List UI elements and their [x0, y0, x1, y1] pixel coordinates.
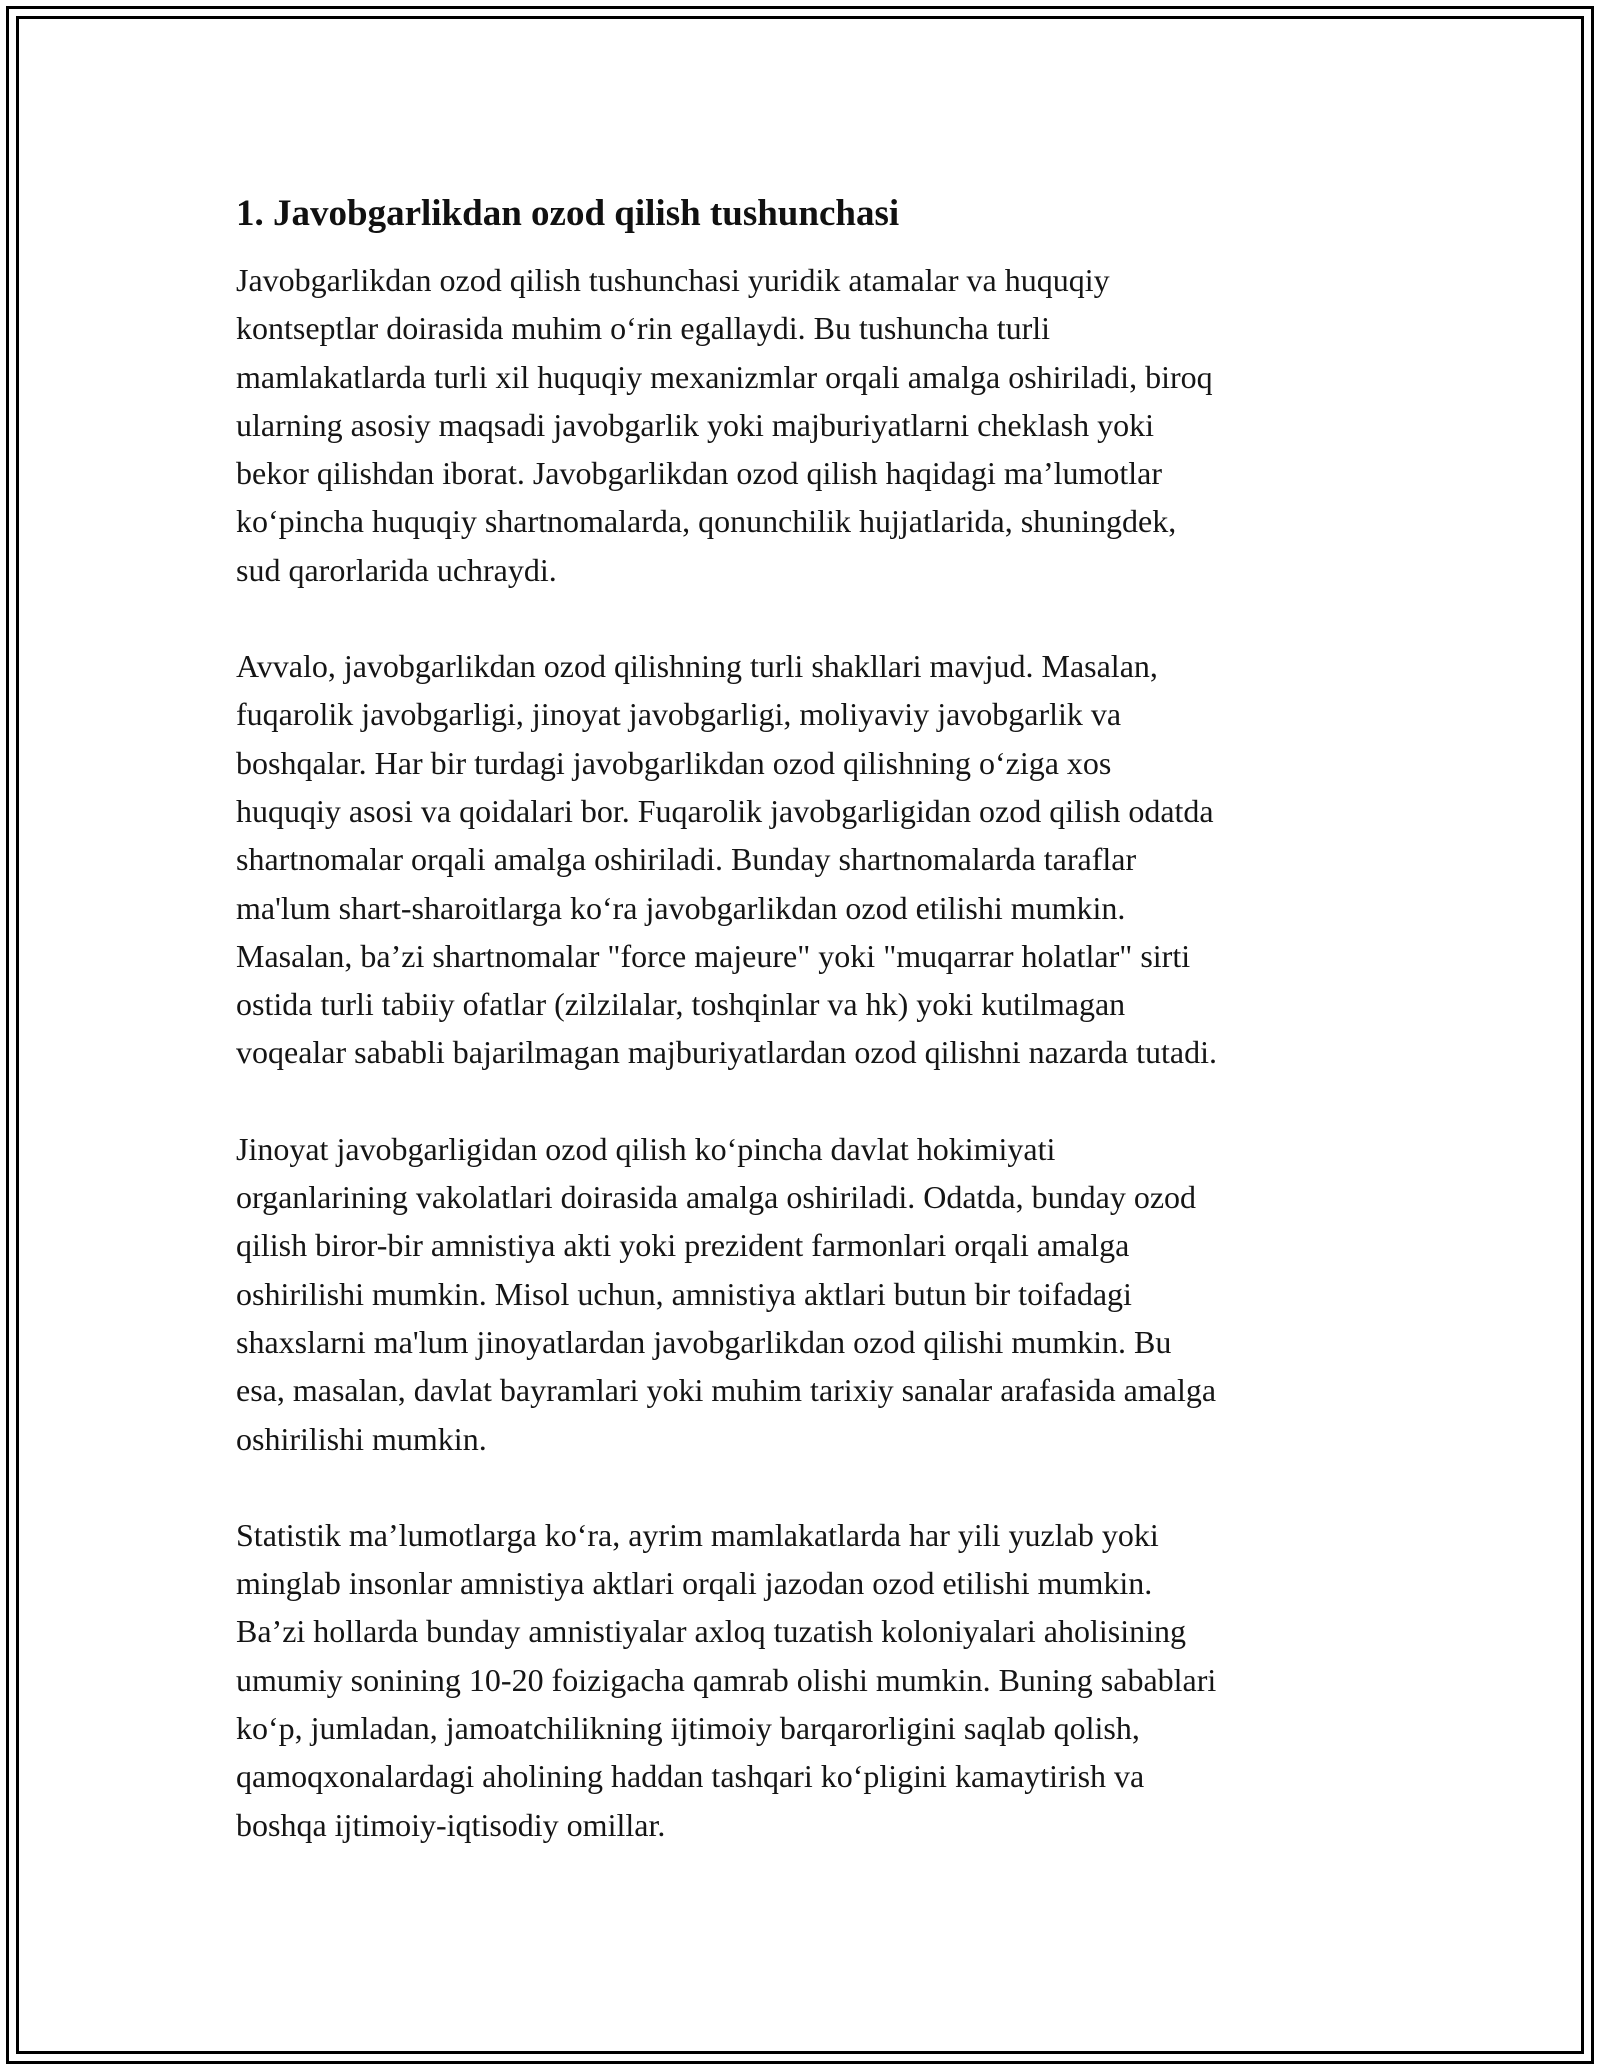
paragraph-line: ko‘p, jumladan, jamoatchilikning ijtimoiy barqarorligini saqlab qolish, — [236, 1710, 1140, 1747]
paragraph-1 — [236, 256, 1366, 594]
paragraph-line: Avvalo, javobgarlikdan ozod qilishning turli shakllari mavjud. Masalan, — [236, 648, 1158, 685]
paragraph-line: oshirilishi mumkin. — [236, 1420, 487, 1457]
paragraph-line: organlarining vakolatlari doirasida amalga oshiriladi. Odatda, bunday ozod — [236, 1179, 1197, 1216]
paragraph-line: ma'lum shart-sharoitlarga ko‘ra javobgarlikdan ozod etilishi mumkin. — [236, 889, 1126, 926]
paragraph-line: mamlakatlarda turli xil huquqiy mexanizmlar orqali amalga oshiriladi, biroq — [236, 358, 1213, 395]
paragraph-line: Ba’zi hollarda bunday amnistiyalar axloq tuzatish koloniyalari aholisining — [236, 1613, 1186, 1650]
paragraph-3 — [236, 1125, 1366, 1463]
paragraph-line: sud qarorlarida uchraydi. — [236, 551, 557, 588]
paragraph-line: minglab insonlar amnistiya aktlari orqali jazodan ozod etilishi mumkin. — [236, 1565, 1153, 1602]
paragraph-line: ko‘pincha huquqiy shartnomalarda, qonunchilik hujjatlarida, shuningdek, — [236, 503, 1177, 540]
paragraph-line: huquqiy asosi va qoidalari bor. Fuqarolik javobgarligidan ozod qilish odatda — [236, 792, 1214, 829]
paragraph-4 — [236, 1511, 1366, 1849]
document-body — [236, 190, 1366, 1897]
paragraph-line: oshirilishi mumkin. Misol uchun, amnistiya aktlari butun bir toifadagi — [236, 1275, 1132, 1312]
paragraph-2 — [236, 642, 1366, 1077]
paragraph-line: shaxslarni ma'lum jinoyatlardan javobgarlikdan ozod qilishi mumkin. Bu — [236, 1323, 1172, 1360]
paragraph-line: kontseptlar doirasida muhim o‘rin egallaydi. Bu tushuncha turli — [236, 310, 1051, 347]
paragraph-line: Statistik ma’lumotlarga ko‘ra, ayrim mamlakatlarda har yili yuzlab yoki — [236, 1516, 1159, 1553]
paragraph-line: ostida turli tabiiy ofatlar (zilzilalar, toshqinlar va hk) yoki kutilmagan — [236, 986, 1126, 1023]
paragraph-line: fuqarolik javobgarligi, jinoyat javobgarligi, moliyaviy javobgarlik va — [236, 696, 1122, 733]
paragraph-line: Javobgarlikdan ozod qilish tushunchasi yuridik atamalar va huquqiy — [236, 262, 1110, 298]
paragraph-line: Jinoyat javobgarligidan ozod qilish ko‘pincha davlat hokimiyati — [236, 1130, 1056, 1167]
paragraph-line: qilish biror-bir amnistiya akti yoki prezident farmonlari orqali amalga — [236, 1227, 1130, 1264]
paragraph-line: umumiy sonining 10-20 foizigacha qamrab olishi mumkin. Buning sabablari — [236, 1661, 1217, 1698]
paragraph-line: ularning asosiy maqsadi javobgarlik yoki majburiyatlarni cheklash yoki — [236, 406, 1155, 443]
paragraph-line: shartnomalar orqali amalga oshiriladi. Bunday shartnomalarda taraflar — [236, 841, 1137, 878]
paragraph-line: bekor qilishdan iborat. Javobgarlikdan ozod qilish haqidagi ma’lumotlar — [236, 455, 1163, 492]
paragraph-line: esa, masalan, davlat bayramlari yoki muhim tarixiy sanalar arafasida amalga — [236, 1372, 1217, 1409]
paragraph-line: boshqa ijtimoiy-iqtisodiy omillar. — [236, 1806, 666, 1843]
paragraph-line: voqealar sababli bajarilmagan majburiyatlardan ozod qilishni nazarda tutadi. — [236, 1034, 1217, 1071]
paragraph-line: boshqalar. Har bir turdagi javobgarlikdan ozod qilishning o‘ziga xos — [236, 744, 1112, 781]
paragraph-line: Masalan, ba’zi shartnomalar "force majeure" yoki "muqarrar holatlar" sirti — [236, 937, 1191, 974]
section-heading: 1. Javobgarlikdan ozod qilish tushunchasi — [236, 193, 900, 234]
paragraph-line: qamoqxonalardagi aholining haddan tashqari ko‘pligini kamaytirish va — [236, 1758, 1145, 1795]
